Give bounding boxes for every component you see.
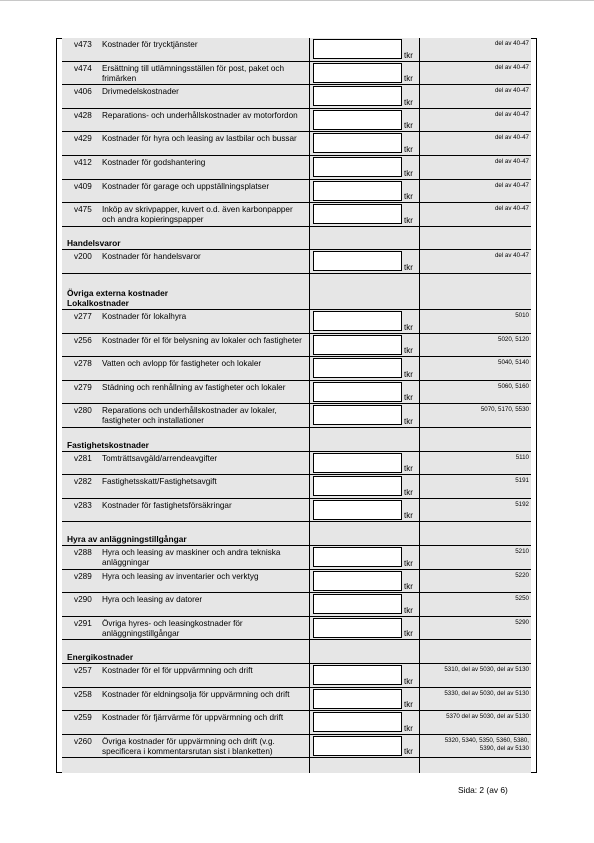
amount-input[interactable] — [313, 382, 402, 402]
variable-code: v283 — [74, 500, 92, 510]
unit-label: tkr — [404, 511, 413, 521]
amount-input[interactable] — [313, 736, 402, 756]
section-heading-row — [62, 428, 531, 452]
unit-label: tkr — [404, 215, 413, 225]
amount-input[interactable] — [313, 453, 402, 473]
account-reference: 5370 del av 5030, del av 5130 — [446, 713, 529, 721]
account-reference: 5290 — [515, 618, 529, 626]
form-row — [62, 381, 531, 405]
row-label: Ersättning till utlämningsställen för post, paket och frimärken — [102, 63, 285, 83]
unit-label: tkr — [404, 121, 413, 131]
unit-label: tkr — [404, 192, 413, 202]
row-label: Kostnader för fjärrvärme för uppvärmning och drift — [102, 713, 284, 723]
form-row — [62, 156, 531, 180]
account-reference: 5010 — [515, 312, 529, 319]
row-label: Övriga hyres- och leasingkostnader för anläggningstillgångar — [102, 618, 243, 638]
row-label: Vatten och avlopp för fastigheter och lokaler — [102, 359, 262, 369]
account-reference: 5110 — [515, 453, 529, 461]
unit-label: tkr — [404, 393, 413, 403]
form-row — [62, 38, 531, 62]
unit-label: tkr — [404, 262, 413, 272]
form-row — [62, 475, 531, 499]
row-label: Hyra och leasing av maskiner och andra tekniska anläggningar — [102, 548, 281, 567]
section-heading-row — [62, 522, 531, 546]
account-reference: del av 40-47 — [494, 87, 529, 95]
amount-input[interactable] — [313, 571, 402, 591]
account-reference: del av 40-47 — [494, 252, 529, 260]
form-row — [62, 85, 531, 109]
variable-code: v412 — [74, 158, 92, 167]
row-label: Hyra och leasing av datorer — [102, 595, 203, 605]
row-label: Övriga kostnader för uppvärmning och drift (v.g. specificera i kommentarsrutan sist i blanketten) — [102, 736, 275, 756]
form-row — [62, 546, 531, 570]
amount-input[interactable] — [313, 86, 402, 106]
row-label: Fastighetsskatt/Fastighetsavgift — [102, 477, 217, 487]
unit-label: tkr — [404, 322, 413, 332]
variable-code: v409 — [74, 181, 92, 191]
unit-label: tkr — [404, 346, 413, 356]
variable-code: v288 — [74, 548, 92, 557]
unit-label: tkr — [404, 50, 413, 60]
account-reference: 5060, 5160 — [498, 382, 529, 390]
row-label: Kostnader för hyra och leasing av lastbilar och bussar — [102, 134, 297, 144]
row-label: Kostnader för trycktjänster — [102, 40, 198, 49]
amount-input[interactable] — [313, 500, 402, 520]
variable-code: v290 — [74, 595, 92, 605]
variable-code: v475 — [74, 205, 92, 215]
account-reference: 5070, 5170, 5530 — [480, 406, 529, 414]
section-heading-row — [62, 274, 531, 310]
unit-label: tkr — [404, 582, 413, 592]
row-label: Kostnader för el för belysning av lokaler och fastigheter — [102, 335, 302, 345]
variable-code: v280 — [74, 406, 92, 416]
row-label: Kostnader för lokalhyra — [102, 312, 187, 321]
amount-input[interactable] — [313, 63, 402, 83]
unit-label: tkr — [404, 747, 413, 757]
account-reference: del av 40-47 — [494, 110, 529, 118]
form-row — [62, 62, 531, 86]
account-reference: 5020, 5120 — [498, 335, 529, 343]
amount-input[interactable] — [313, 405, 402, 425]
amount-input[interactable] — [313, 358, 402, 378]
account-reference: del av 40-47 — [494, 134, 529, 142]
unit-label: tkr — [404, 487, 413, 497]
variable-code: v200 — [74, 252, 92, 262]
form-row — [62, 404, 531, 428]
variable-code: v279 — [74, 382, 92, 392]
section-heading: Fastighetskostnader — [67, 439, 149, 450]
unit-label: tkr — [404, 723, 413, 733]
amount-input[interactable] — [313, 476, 402, 496]
section-heading: Handelsvaror — [67, 238, 121, 249]
amount-input[interactable] — [313, 689, 402, 709]
section-heading: Övriga externa kostnader Lokalkostnader — [67, 288, 169, 308]
variable-code: v260 — [74, 736, 92, 746]
amount-input[interactable] — [313, 251, 402, 271]
page-top-rule — [0, 0, 594, 1]
row-label: Tomträttsavgäld/arrendeavgifter — [102, 453, 218, 463]
account-reference: del av 40-47 — [494, 40, 529, 47]
unit-label: tkr — [404, 605, 413, 615]
variable-code: v257 — [74, 666, 92, 675]
amount-input[interactable] — [313, 618, 402, 638]
account-reference: 5210 — [515, 548, 529, 555]
unit-label: tkr — [404, 144, 413, 154]
form-row — [62, 334, 531, 358]
variable-code: v291 — [74, 618, 92, 628]
account-reference: del av 40-47 — [494, 181, 529, 189]
form-row — [62, 203, 531, 227]
form-row — [62, 499, 531, 523]
form-row — [62, 735, 531, 759]
form-row — [62, 310, 531, 334]
amount-input[interactable] — [313, 594, 402, 614]
unit-label: tkr — [404, 629, 413, 639]
amount-input[interactable] — [313, 335, 402, 355]
variable-code: v277 — [74, 312, 92, 321]
account-reference: 5330, del av 5030, del av 5130 — [444, 689, 529, 697]
account-reference: del av 40-47 — [494, 205, 529, 213]
amount-input[interactable] — [313, 110, 402, 130]
row-label: Inköp av skrivpapper, kuvert o.d. även karbonpapper och andra kopieringspapper — [102, 205, 293, 225]
form-row — [62, 132, 531, 156]
account-reference: 5320, 5340, 5350, 5360, 5380, 5390, del av 5130 — [444, 736, 529, 752]
form-row — [62, 250, 531, 274]
section-subheading: Lokalkostnader — [67, 298, 129, 308]
row-label: Kostnader för el för uppvärmning och drift — [102, 666, 253, 675]
unit-label: tkr — [404, 676, 413, 686]
variable-code: v281 — [74, 453, 92, 463]
unit-label: tkr — [404, 369, 413, 379]
section-heading-row — [62, 227, 531, 251]
form-row — [62, 711, 531, 735]
row-label: Städning och renhållning av fastigheter och lokaler — [102, 382, 286, 392]
variable-code: v259 — [74, 713, 92, 723]
variable-code: v289 — [74, 571, 92, 581]
unit-label: tkr — [404, 97, 413, 107]
row-label: Reparations och underhållskostnader av lokaler, fastigheter och installationer — [102, 406, 277, 426]
account-reference: 5310, del av 5030, del av 5130 — [444, 666, 529, 673]
row-label: Kostnader för eldningsolja för uppvärmning och drift — [102, 689, 290, 699]
amount-input[interactable] — [313, 712, 402, 732]
amount-input[interactable] — [313, 133, 402, 153]
row-rule — [62, 757, 531, 758]
unit-label: tkr — [404, 464, 413, 474]
row-label: Reparations- och underhållskostnader av motorfordon — [102, 110, 298, 120]
row-label: Kostnader för godshantering — [102, 158, 206, 167]
form-row — [62, 664, 531, 688]
section-heading: Hyra av anläggningstillgångar — [67, 533, 187, 544]
variable-code: v258 — [74, 689, 92, 699]
account-reference: 5040, 5140 — [498, 359, 529, 367]
section-heading-row — [62, 640, 531, 664]
row-label: Drivmedelskostnader — [102, 87, 179, 97]
amount-input[interactable] — [313, 665, 402, 685]
page-number: Sida: 2 (av 6) — [458, 785, 508, 795]
section-heading: Energikostnader — [67, 651, 134, 662]
variable-code: v473 — [74, 40, 92, 49]
amount-input[interactable] — [313, 311, 402, 331]
unit-label: tkr — [404, 74, 413, 84]
account-reference: 5220 — [515, 571, 529, 579]
account-reference: 5192 — [515, 500, 529, 508]
unit-label: tkr — [404, 168, 413, 178]
variable-code: v282 — [74, 477, 92, 487]
account-reference: 5250 — [515, 595, 529, 603]
row-label: Kostnader för garage och uppställningsplatser — [102, 181, 270, 191]
form-row — [62, 180, 531, 204]
unit-label: tkr — [404, 558, 413, 568]
variable-code: v428 — [74, 110, 92, 120]
amount-input[interactable] — [313, 547, 402, 567]
form-row — [62, 593, 531, 617]
amount-input[interactable] — [313, 181, 402, 201]
unit-label: tkr — [404, 416, 413, 426]
account-reference: del av 40-47 — [494, 63, 529, 71]
row-label: Kostnader för handelsvaror — [102, 252, 201, 262]
amount-input[interactable] — [313, 39, 402, 59]
variable-code: v474 — [74, 63, 92, 73]
account-reference: del av 40-47 — [494, 158, 529, 165]
variable-code: v256 — [74, 335, 92, 345]
form-row — [62, 357, 531, 381]
variable-code: v278 — [74, 359, 92, 369]
amount-input[interactable] — [313, 157, 402, 177]
variable-code: v406 — [74, 87, 92, 97]
row-label: Hyra och leasing av inventarier och verktyg — [102, 571, 259, 581]
form-row — [62, 452, 531, 476]
form-row — [62, 688, 531, 712]
form-row — [62, 570, 531, 594]
row-label: Kostnader för fastighetsförsäkringar — [102, 500, 232, 510]
form-row — [62, 617, 531, 641]
variable-code: v429 — [74, 134, 92, 144]
unit-label: tkr — [404, 700, 413, 710]
amount-input[interactable] — [313, 204, 402, 224]
account-reference: 5191 — [515, 477, 529, 485]
form-row — [62, 109, 531, 133]
